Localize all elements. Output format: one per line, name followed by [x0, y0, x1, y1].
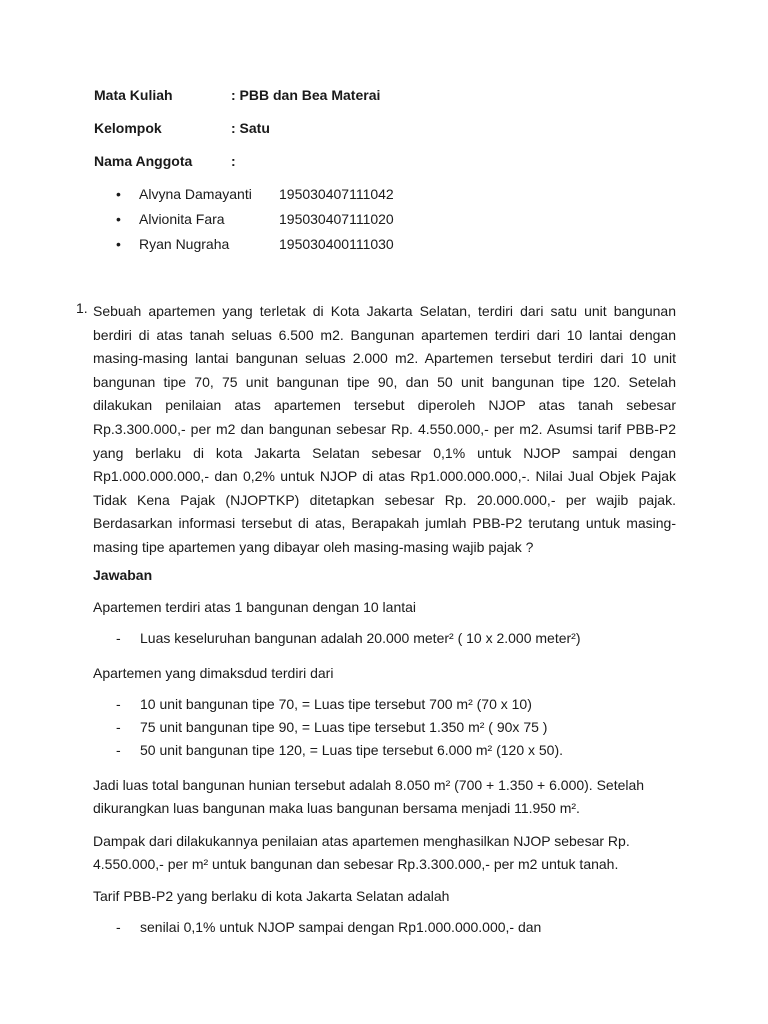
- list-item-text: 75 unit bangunan tipe 90, = Luas tipe tersebut 1.350 m² ( 90x 75 ): [140, 719, 548, 735]
- member-name: Alvyna Damayanti: [139, 186, 252, 202]
- members-label: Nama Anggota: [94, 153, 193, 169]
- dash-icon: -: [116, 696, 121, 712]
- course-value: : PBB dan Bea Materai: [231, 87, 381, 103]
- bullet-icon: •: [116, 186, 121, 202]
- dash-icon: -: [116, 630, 121, 646]
- group-label: Kelompok: [94, 120, 162, 136]
- bullet-icon: •: [116, 236, 121, 252]
- member-name: Ryan Nugraha: [139, 236, 230, 252]
- list-item-text: 50 unit bangunan tipe 120, = Luas tipe tersebut 6.000 m² (120 x 50).: [140, 742, 564, 758]
- member-nim: 195030400111030: [279, 236, 394, 252]
- members-value: :: [231, 153, 236, 169]
- question-text: Sebuah apartemen yang terletak di Kota Jakarta Selatan, terdiri dari satu unit bangunan berdiri di atas tanah seluas 6.500 m2. Bangunan apartemen terdiri dari 10 lantai dengan masing-masing lantai bangunan seluas 2.000 m2. Apartemen tersebut terdiri dari 10 unit bangunan tipe 70, 75 unit bangunan tipe 90, dan 50 unit bangunan tipe 120. Setelah dilakukan penilaian atas apartemen tersebut diperoleh NJOP atas tanah sebesar Rp.3.300.000,- per m2 dan bangunan sebesar Rp. 4.550.000,- per m2. Asumsi tarif PBB-P2 yang berlaku di kota Jakarta Selatan sebesar 0,1% untuk NJOP sampai dengan Rp1.000.000.000,- dan 0,2% untuk NJOP di atas Rp1.000.000.000,-. Nilai Jual Objek Pajak Tidak Kena Pajak (NJOPTKP) ditetapkan sebesar Rp. 20.000.000,- per wajib pajak. Berdasarkan informasi tersebut di atas, Berapakah jumlah PBB-P2 terutang untuk masing-masing tipe apartemen yang dibayar oleh masing-masing wajib pajak ?: [93, 303, 676, 555]
- answer-paragraph: Dampak dari dilakukannya penilaian atas apartemen menghasilkan NJOP sebesar Rp. 4.550.000,- per m² untuk bangunan dan sebesar Rp.3.300.000,- per m2 untuk tanah.: [93, 833, 630, 872]
- dash-icon: -: [116, 719, 121, 735]
- list-item: [116, 719, 676, 739]
- answer-paragraph: Apartemen yang dimaksdud terdiri dari: [93, 665, 334, 681]
- list-item-text: senilai 0,1% untuk NJOP sampai dengan Rp1.000.000.000,- dan: [140, 919, 542, 935]
- course-label: Mata Kuliah: [94, 87, 173, 103]
- list-item-text: Luas keseluruhan bangunan adalah 20.000 meter² ( 10 x 2.000 meter²): [140, 630, 581, 646]
- bullet-icon: •: [116, 211, 121, 227]
- answer-paragraph: Jadi luas total bangunan hunian tersebut adalah 8.050 m² (700 + 1.350 + 6.000). Setelah dikurangkan luas bangunan maka luas bangunan bersama menjadi 11.950 m².: [93, 777, 645, 816]
- question-number: 1.: [76, 300, 88, 316]
- member-nim: 195030407111020: [279, 211, 394, 227]
- answer-paragraph: Apartemen terdiri atas 1 bangunan dengan 10 lantai: [93, 599, 417, 615]
- list-item: [116, 630, 676, 650]
- list-item: [116, 919, 676, 939]
- member-nim: 195030407111042: [279, 186, 394, 202]
- group-value: : Satu: [231, 120, 270, 136]
- dash-icon: -: [116, 742, 121, 758]
- answer-heading: Jawaban: [93, 567, 153, 583]
- list-item-text: 10 unit bangunan tipe 70, = Luas tipe tersebut 700 m² (70 x 10): [140, 696, 532, 712]
- answer-paragraph: Tarif PBB-P2 yang berlaku di kota Jakarta Selatan adalah: [93, 888, 450, 904]
- member-name: Alvionita Fara: [139, 211, 225, 227]
- list-item: [116, 696, 676, 716]
- list-item: [116, 742, 676, 762]
- dash-icon: -: [116, 919, 121, 935]
